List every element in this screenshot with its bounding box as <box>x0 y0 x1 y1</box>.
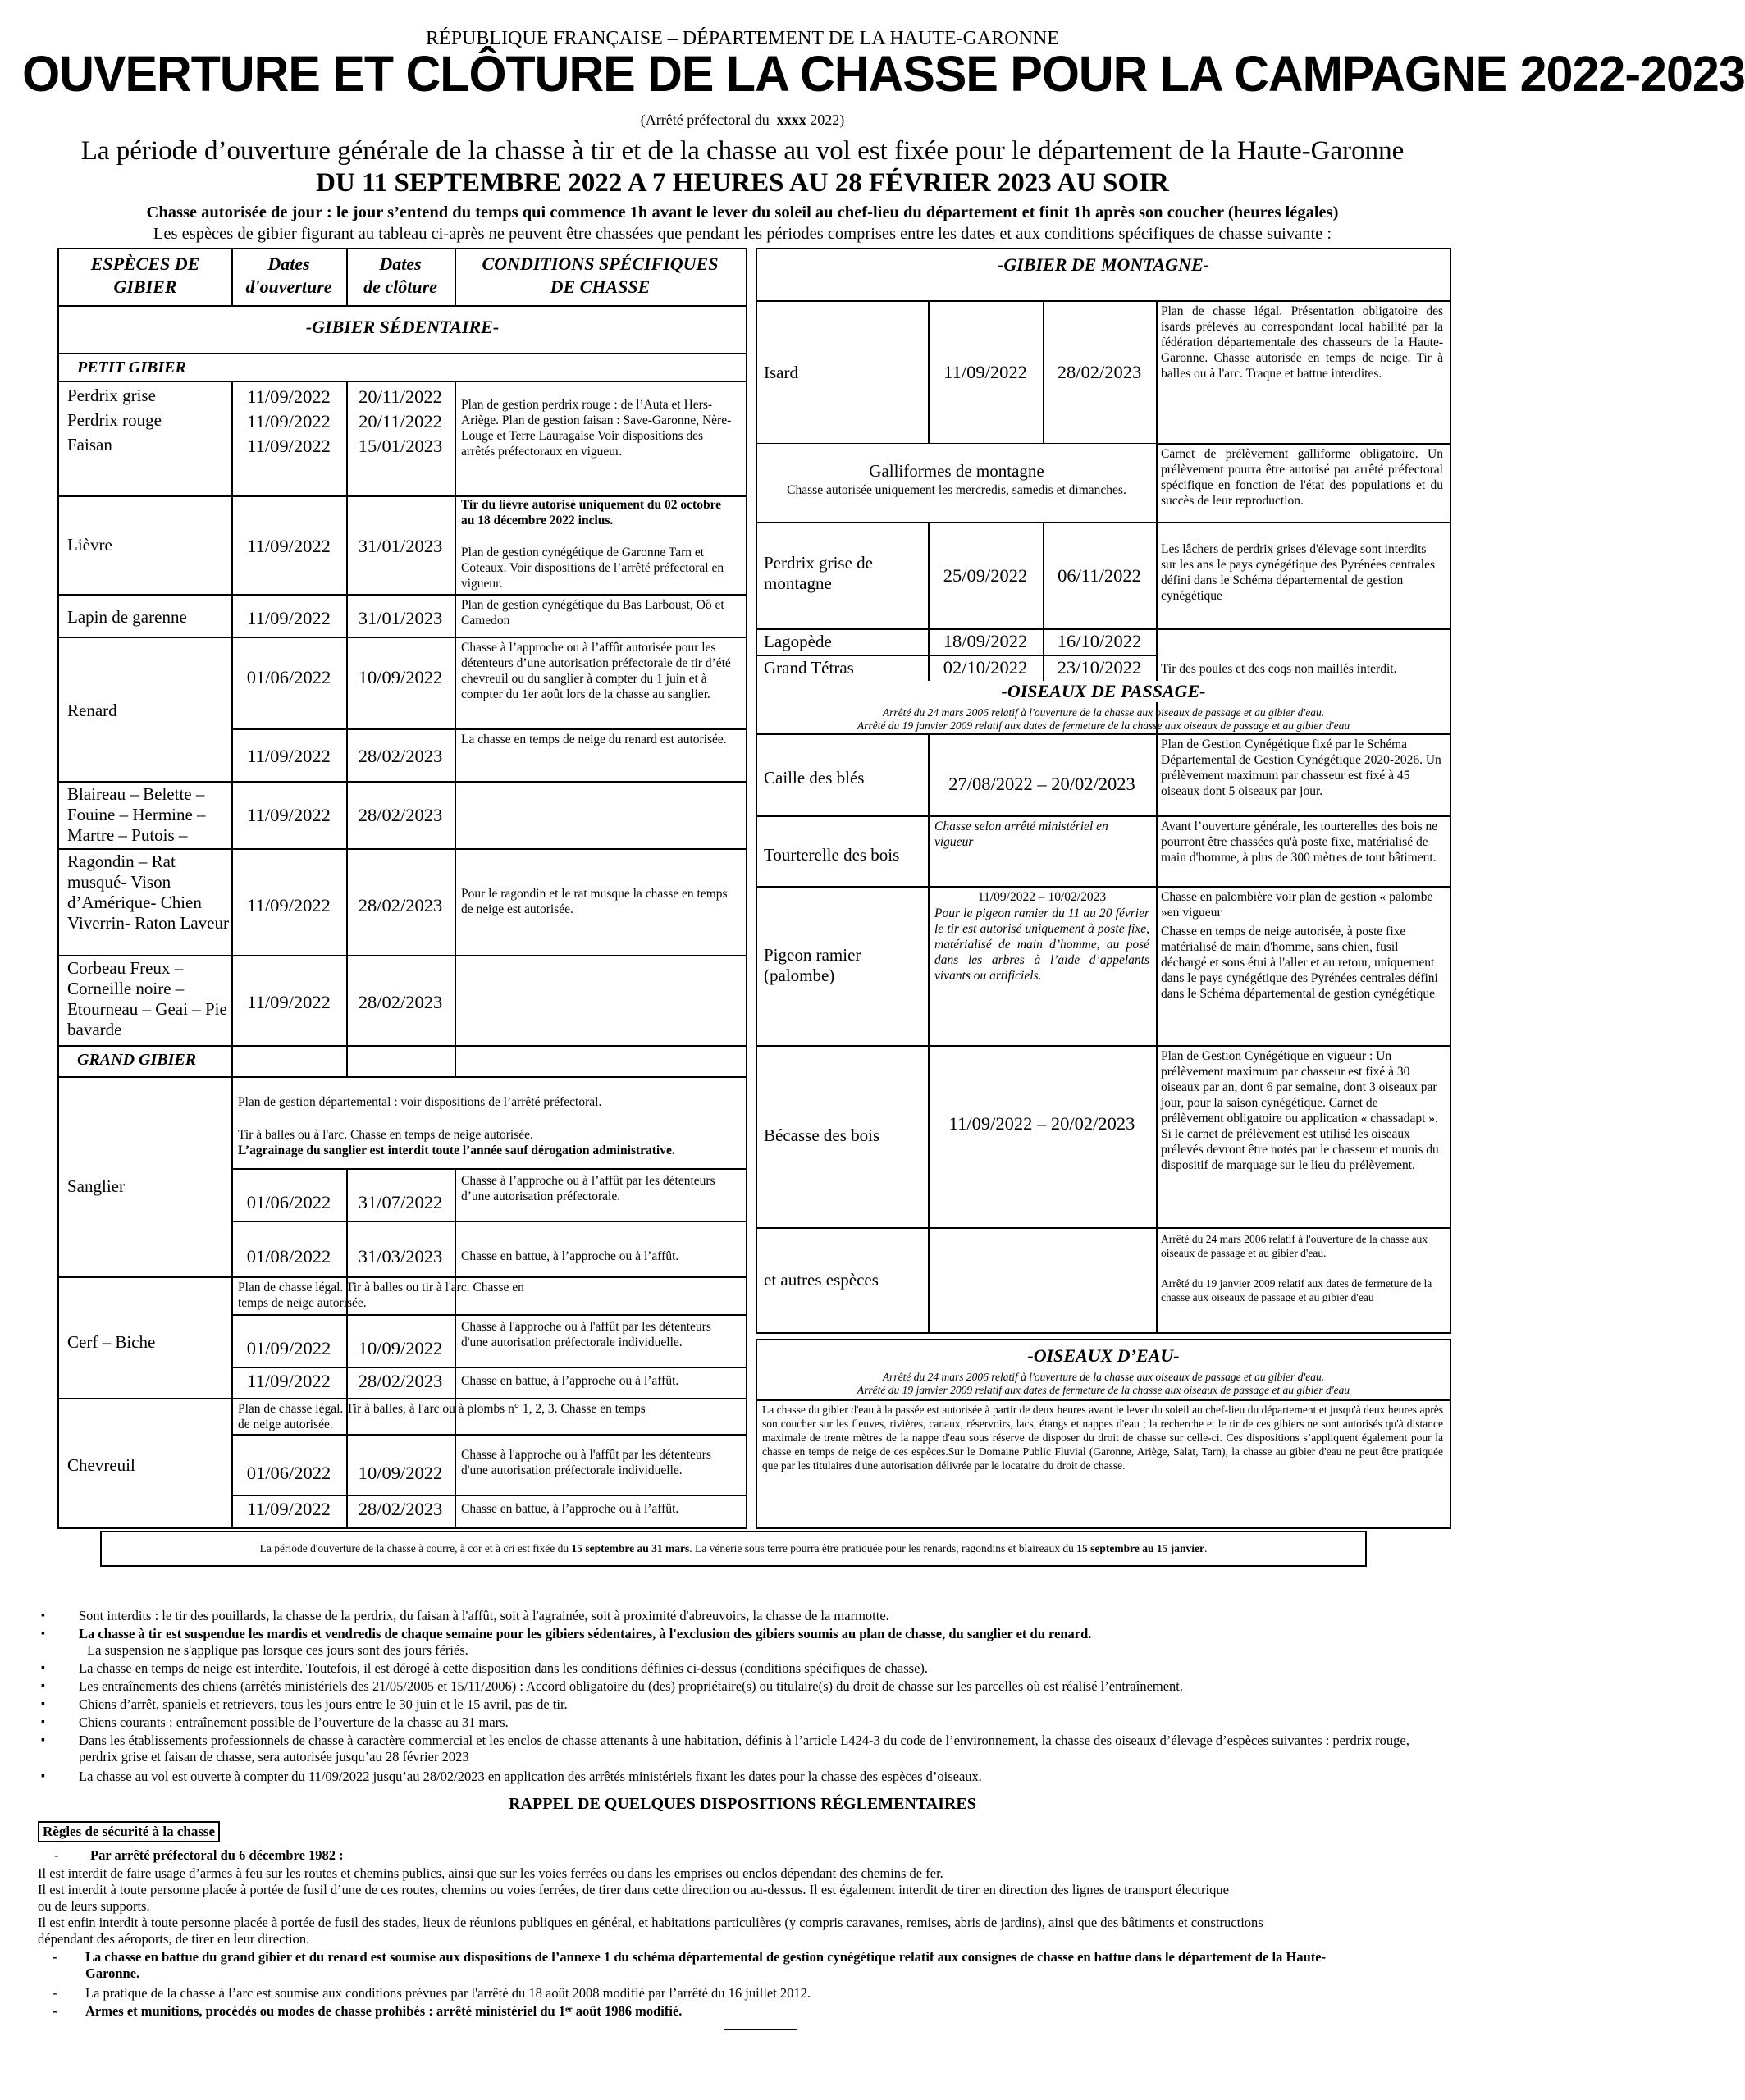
intro-dates: DU 11 SEPTEMBRE 2022 A 7 HEURES AU 28 FÉVRIER 2023 AU SOIR <box>316 168 1169 198</box>
pigeon-conditions-2: Chasse en temps de neige autorisée, à poste fixe matérialisé de main d'homme, sans chien, fusil déchargé et sous étui à l'aller et au retour, uniquement dans le pays cynégétique des Pyrénées centrales défini dans le Schéma départemental de gestion cynégétique <box>1161 924 1438 1001</box>
rappel-p6: - Armes et munitions, procédés ou modes de chasse prohibés : arrêté ministériel du 1ᵉʳ août 1986 modifié. <box>53 2003 683 2019</box>
caille-conditions: Plan de Gestion Cynégétique fixé par le Schéma Départemental de Gestion Cynégétique 2020-2026. Un prélèvement maximum par chasseur est fixé à 45 oiseaux dont 5 oiseaux par jour. <box>1161 737 1441 798</box>
lievre-conditions-bold: Tir du lièvre autorisé uniquement du 02 octobre au 18 décembre 2022 inclus. <box>461 498 722 527</box>
sanglier-conditions-2: Tir à balles ou à l'arc. Chasse en temps de neige autorisée. <box>238 1128 533 1142</box>
pigeon-dates: 11/09/2022 – 10/02/2023 <box>977 890 1107 904</box>
right-table-montagne <box>756 248 1451 1334</box>
date-open: 11/09/2022 <box>247 1371 331 1391</box>
cerf-conditions: Plan de chasse légal. Tir à balles ou tir à l'arc. Chasse en temps de neige autorisée. <box>238 1281 524 1310</box>
lapin-conditions: Plan de gestion cynégétique du Bas Larboust, Oô et Camedon <box>461 598 724 628</box>
species-faisan: Faisan <box>67 435 112 454</box>
date-close: 28/02/2023 <box>358 1371 443 1391</box>
ragondin-conditions: Pour le ragondin et le rat musque la chasse en temps de neige est autorisée. <box>461 887 728 916</box>
date-open: 11/09/2022 <box>247 746 331 766</box>
date-open: 01/09/2022 <box>246 1338 331 1358</box>
date-close: 20/11/2022 <box>359 386 442 407</box>
species-becasse: Bécasse des bois <box>764 1125 880 1145</box>
species-lapin: Lapin de garenne <box>67 607 187 627</box>
intro-daytime: Chasse autorisée de jour : le jour s’entend du temps qui commence 1h avant le lever du soleil au chef-lieu du département et finit 1h après son coucher (heures légales) <box>146 203 1339 221</box>
sanglier-conditions-period1: Chasse à l’approche ou à l’affût par les détenteurs d’une autorisation préfectorale. <box>461 1174 715 1203</box>
date-open: 25/09/2022 <box>943 565 1028 586</box>
caille-dates: 27/08/2022 – 20/02/2023 <box>948 774 1135 794</box>
species-ragondin: Ragondin – Rat musqué- Vison d’Amérique- Chien Viverrin- Raton Laveur <box>67 851 229 933</box>
species-galliformes: Galliformes de montagne <box>869 461 1044 481</box>
section-montagne: -GIBIER DE MONTAGNE- <box>998 254 1209 275</box>
species-corbeau: Corbeau Freux – Corneille noire – Etourneau – Geai – Pie bavarde <box>67 958 227 1039</box>
date-close: 31/01/2023 <box>358 608 443 628</box>
date-close: 31/03/2023 <box>358 1246 443 1267</box>
sanglier-conditions-period2: Chasse en battue, à l’approche ou à l’affût. <box>461 1249 679 1263</box>
chevreuil-conditions: Plan de chasse légal. Tir à balles, à l'arc ou à plombs n° 1, 2, 3. Chasse en temps de neige autorisée. <box>238 1402 646 1431</box>
autres-conditions-1: Arrêté du 24 mars 2006 relatif à l'ouverture de la chasse aux oiseaux de passage et au gibier d'eau. <box>1161 1233 1428 1259</box>
renard-conditions-2: La chasse en temps de neige du renard est autorisée. <box>461 733 727 746</box>
bullet-neige: ▪ La chasse en temps de neige est interdite. Toutefois, il est dérogé à cette disposition dans les conditions définies ci-dessus (conditions spécifiques de chasse). <box>79 1660 928 1677</box>
species-isard: Isard <box>764 363 798 382</box>
date-close: 10/09/2022 <box>358 667 443 687</box>
date-open: 11/09/2022 <box>943 362 1027 382</box>
pigeon-conditions-1: Chasse en palombière voir plan de gestion « palombe »en vigueur <box>1161 890 1433 920</box>
col-opening-header: Dates d'ouverture <box>245 253 332 297</box>
date-open: 02/10/2022 <box>943 657 1028 678</box>
arrete-reference: (Arrêté préfectoral du xxxx 2022) <box>640 112 845 128</box>
rappel-p0: - Par arrêté préfectoral du 6 décembre 1982 : <box>54 1847 344 1863</box>
date-close: 16/10/2022 <box>1057 631 1142 651</box>
eau-ref-2: Arrêté du 19 janvier 2009 relatif aux dates de fermeture de la chasse aux oiseaux de passage et au gibier d'eau <box>857 1384 1350 1396</box>
regles-securite-label: Règles de sécurité à la chasse <box>38 1821 220 1842</box>
date-close: 06/11/2022 <box>1058 565 1141 586</box>
date-close: 31/01/2023 <box>358 536 443 556</box>
date-close: 28/02/2023 <box>358 1499 443 1519</box>
rappel-p4b: Garonne. <box>85 1965 140 1981</box>
rappel-p2: Il est interdit à toute personne placée à portée de fusil d’une de ces routes, chemins ou voies ferrées, de tirer dans cette direction ou au-dessus. Il est également interdit de tirer en direction des lignes de transport électrique <box>38 1882 1229 1897</box>
page-title: OUVERTURE ET CLÔTURE DE LA CHASSE POUR LA CAMPAGNE 2022-2023 <box>22 46 1745 102</box>
species-lagopede: Lagopède <box>764 632 832 651</box>
sanglier-conditions-3: L’agrainage du sanglier est interdit toute l’année sauf dérogation administrative. <box>238 1144 675 1157</box>
date-close: 15/01/2023 <box>358 436 443 456</box>
bullet-interdits: ▪ Sont interdits : le tir des pouillards, la chasse de la perdrix, du faisan à l'affût, soit à l'agrainée, soit à proximité d'abreuvoirs, la chasse de la marmotte. <box>79 1608 889 1624</box>
tourterelle-conditions: Avant l’ouverture générale, les tourterelles des bois ne pourront être chassées qu'à poste fixe, matérialisé de main d'homme, à plus de 300 mètres de tout bâtiment. <box>1161 819 1438 865</box>
species-cerf: Cerf – Biche <box>67 1332 156 1352</box>
section-petit-gibier: PETIT GIBIER <box>77 358 186 377</box>
tourterelle-arrete: Chasse selon arrêté ministériel en vigueur <box>934 819 1108 849</box>
renard-conditions-1: Chasse à l’approche ou à l’affût autorisée pour les détenteurs d’une autorisation préfectorale de tir d’été chevreuil ou du sanglier à compter du 1 juin et à compter du 1er août lors de la chasse au sanglier. <box>461 641 731 701</box>
intro-period: La période d’ouverture générale de la chasse à tir et de la chasse au vol est fixée pour le département de la Haute-Garonne <box>80 136 1405 166</box>
bullet-chiens-arret: ▪ Chiens d’arrêt, spaniels et retrievers, tous les jours entre le 30 juin et le 15 avril, pas de tir. <box>79 1696 568 1713</box>
date-open: 11/09/2022 <box>247 1499 331 1519</box>
rappel-p3: Il est enfin interdit à toute personne placée à portée de fusil des stades, lieux de réunions publiques en général, et habitations particulières (y compris caravanes, remises, abris de jardins), ainsi que des bâtiments et constructions <box>38 1915 1263 1930</box>
bullet-chasse-vol: ▪ La chasse au vol est ouverte à compter du 11/09/2022 jusqu’au 28/02/2023 en application des arrêtés ministériels fixant les dates pour la chasse des espèces d’oiseaux. <box>79 1769 982 1785</box>
date-close: 28/02/2023 <box>358 992 443 1012</box>
date-open: 01/06/2022 <box>246 667 331 687</box>
becasse-dates: 11/09/2022 – 20/02/2023 <box>948 1113 1135 1134</box>
date-close: 28/02/2023 <box>358 895 443 915</box>
autres-conditions-2: Arrêté du 19 janvier 2009 relatif aux dates de fermeture de la chasse aux oiseaux de passage et au gibier d'eau <box>1161 1277 1432 1303</box>
species-perdrix-montagne: Perdrix grise de montagne <box>764 553 873 594</box>
date-open: 11/09/2022 <box>247 608 331 628</box>
rappel-p4: - La chasse en battue du grand gibier et du renard est soumise aux dispositions de l’annexe 1 du schéma départemental de gestion cynégétique relatif aux consignes de chasse en battue dans le département de la Haute- <box>53 1949 1327 1965</box>
sanglier-conditions-1: Plan de gestion départemental : voir dispositions de l’arrêté préfectoral. <box>238 1095 602 1109</box>
date-close: 23/10/2022 <box>1057 657 1142 678</box>
cerf-conditions-period1: Chasse à l'approche ou à l'affût par les détenteurs d'une autorisation préfectorale individuelle. <box>461 1320 711 1349</box>
isard-conditions: Plan de chasse légal. Présentation obligatoire des isards prélevés au correspondant local habilité par la fédération départementale des chasseurs de la Haute-Garonne. Chasse autorisée en temps de neige. Tir à balles ou à l'arc. Traque et battue interdites. <box>1161 304 1443 381</box>
bullet-entrainements: ▪ Les entraînements des chiens (arrêtés ministériels des 21/05/2005 et 15/11/2006) : Accord obligatoire du (des) propriétaire(s) ou titulaire(s) du droit de chasse sur les parcelles où est réalisé l’entraînement. <box>79 1678 1183 1695</box>
date-open: 01/06/2022 <box>246 1463 331 1483</box>
rappel-p2b: ou de leurs supports. <box>38 1898 150 1914</box>
col-species-header: ESPÈCES DE GIBIER <box>90 253 200 297</box>
date-close: 10/09/2022 <box>358 1338 443 1358</box>
date-open: 11/09/2022 <box>247 436 331 456</box>
date-open: 11/09/2022 <box>247 805 331 825</box>
rappel-title: RAPPEL DE QUELQUES DISPOSITIONS RÉGLEMENTAIRES <box>509 1795 976 1813</box>
section-eau: -OISEAUX D’EAU- <box>1027 1345 1180 1366</box>
perdrix-montagne-conditions: Les lâchers de perdrix grises d'élevage sont interdits sur les ans le pays cynégétique des Pyrénées centrales défini dans le Schéma départemental de gestion cynégétique <box>1161 542 1435 603</box>
date-open: 11/09/2022 <box>247 536 331 556</box>
date-open: 01/06/2022 <box>246 1192 331 1212</box>
date-close: 28/02/2023 <box>358 746 443 766</box>
galliformes-conditions: Carnet de prélèvement galliforme obligatoire. Un prélèvement pourra être autorisé par arrêté préfectoral spécifique en fonction de l'état des populations et du succès de leur reproduction. <box>1161 447 1443 508</box>
species-grand-tetras: Grand Tétras <box>764 658 854 678</box>
closing-rule <box>724 2029 797 2030</box>
pigeon-special-rule: Pour le pigeon ramier du 11 au 20 février le tir est autorisé uniquement à poste fixe, matérialisé de main d’homme, au posé dans les arbres à l’aide d’appelants vivants ou artificiels. <box>934 906 1149 983</box>
species-caille: Caille des blés <box>764 768 865 788</box>
species-perdrix-grise: Perdrix grise <box>67 386 156 405</box>
courre-box <box>100 1531 1367 1567</box>
date-close: 31/07/2022 <box>358 1192 443 1212</box>
tetras-conditions: Tir des poules et des coqs non maillés interdit. <box>1161 662 1397 676</box>
date-close: 28/02/2023 <box>1057 362 1142 382</box>
date-open: 11/09/2022 <box>247 992 331 1012</box>
bullet-chiens-courants: ▪ Chiens courants : entraînement possible de l’ouverture de la chasse au 31 mars. <box>79 1714 509 1731</box>
chevreuil-conditions-period2: Chasse en battue, à l’approche ou à l’affût. <box>461 1502 679 1516</box>
chevreuil-conditions-period1: Chasse à l'approche ou à l'affût par les détenteurs d'une autorisation préfectorale individuelle. <box>461 1448 711 1477</box>
section-sedentaire: -GIBIER SÉDENTAIRE- <box>305 317 500 337</box>
species-autres: et autres espèces <box>764 1270 879 1290</box>
republique-line: RÉPUBLIQUE FRANÇAISE – DÉPARTEMENT DE LA HAUTE-GARONNE <box>426 28 1059 49</box>
cerf-conditions-period2: Chasse en battue, à l’approche ou à l’affût. <box>461 1374 679 1388</box>
species-blaireau: Blaireau – Belette – Fouine – Hermine – Martre – Putois – <box>67 784 206 845</box>
species-chevreuil: Chevreuil <box>67 1455 135 1475</box>
section-passage: -OISEAUX DE PASSAGE- <box>757 681 1450 702</box>
species-lievre: Lièvre <box>67 535 112 555</box>
eau-conditions: La chasse du gibier d'eau à la passée est autorisée à partir de deux heures avant le lever du soleil au chef-lieu du département et jusqu'à deux heures après son coucher sur les fleuves, rivières, canaux, réservoirs, lacs, étangs et nappes d'eau ; la recherche et le tir de ces gibiers ne sont autorisés qu'à distance maximale de trente mètres de la nappe d'eau sous réserve de disposer du droit de chasse sur celle-ci. Ces dispositions s’appliquent également pour la chasse en temps de neige de ces espèces.Sur le Domaine Public Fluvial (Garonne, Ariège, Salat, Tarn), la chasse au gibier d'eau ne peut être pratiquée que par les titulaires d'une autorisation délivrée par le locataire du droit de chasse. <box>762 1404 1443 1472</box>
rappel-p1: Il est interdit de faire usage d’armes à feu sur les routes et chemins publics, ainsi que sur les voies ferrées ou dans les emprises ou enclos dépendant des chemins de fer. <box>38 1865 943 1881</box>
species-tourterelle: Tourterelle des bois <box>764 845 900 865</box>
species-perdrix-rouge: Perdrix rouge <box>67 410 162 430</box>
rappel-p5: - La pratique de la chasse à l’arc est soumise aux conditions prévues par l'arrêté du 18 août 2008 modifié par l’arrêté du 16 juillet 2012. <box>53 1985 811 2001</box>
species-sanglier: Sanglier <box>67 1176 125 1196</box>
date-open: 01/08/2022 <box>246 1246 331 1267</box>
intro-species: Les espèces de gibier figurant au tableau ci-après ne peuvent être chassées que pendant les périodes comprises entre les dates et aux conditions spécifiques de chasse suivante : <box>153 225 1332 243</box>
courre-text: La période d'ouverture de la chasse à courre, à cor et à cri est fixée du 15 septembre au 31 mars. La vénerie sous terre pourra être pratiquée pour les renards, ragondins et blaireaux du 15 septembre au 15 janvier. <box>259 1542 1208 1554</box>
col-closing-header: Dates de clôture <box>363 253 437 297</box>
date-open: 11/09/2022 <box>247 895 331 915</box>
passage-ref-2: Arrêté du 19 janvier 2009 relatif aux dates de fermeture de la chasse aux oiseaux de passage et au gibier d'eau <box>857 719 1350 732</box>
bullet-jours-feries: La suspension ne s'applique pas lorsque ces jours sont des jours fériés. <box>87 1642 468 1658</box>
species-pigeon: Pigeon ramier (palombe) <box>764 945 861 986</box>
galliformes-days: Chasse autorisée uniquement les mercredis, samedis et dimanches. <box>787 483 1126 497</box>
date-close: 10/09/2022 <box>358 1463 443 1483</box>
date-open: 11/09/2022 <box>247 411 331 431</box>
passage-ref-1: Arrêté du 24 mars 2006 relatif à l'ouverture de la chasse aux oiseaux de passage et au gibier d'eau. <box>882 706 1325 719</box>
date-open: 11/09/2022 <box>247 386 331 407</box>
rappel-p3b: dépendant des aéroports, de tirer en leur direction. <box>38 1931 310 1947</box>
bullet-suspension: ▪ La chasse à tir est suspendue les mardis et vendredis de chaque semaine pour les gibiers sédentaires, à l'exclusion des gibiers soumis au plan de chasse, du sanglier et du renard. <box>79 1626 1091 1642</box>
becasse-conditions: Plan de Gestion Cynégétique en vigueur : Un prélèvement maximum par chasseur est fixé à 30 oiseaux par an, dont 6 par semaine, dont 3 oiseaux par jour, pour la saison cynégétique. Carnet de prélèvement obligatoire ou application « chassadapt ». Si le carnet de prélèvement est utilisé les oiseaux prélevés devront être notés par le chasseur et munis du dispositif de marquage sur le lieu du prélèvement. <box>1161 1049 1439 1172</box>
right-table-eau <box>756 1339 1451 1529</box>
lievre-conditions: Plan de gestion cynégétique de Garonne Tarn et Coteaux. Voir dispositions de l’arrêté préfectoral en vigueur. <box>461 546 724 591</box>
perdrix-conditions: Plan de gestion perdrix rouge : de l’Auta et Hers-Ariège. Plan de gestion faisan : Save-Garonne, Nère-Louge et Terre Lauragaise Voir dispositions des arrêtés préfectoraux en vigueur. <box>461 398 732 459</box>
date-close: 28/02/2023 <box>358 805 443 825</box>
col-conditions-header: CONDITIONS SPÉCIFIQUES DE CHASSE <box>482 253 719 297</box>
bullet-etablissements: ▪ Dans les établissements professionnels de chasse à caractère commercial et les enclos de chasse attenants à une habitation, définis à l’article L424-3 du code de l’environnement, la chasse des oiseaux d’élevage d’espèces suivantes : perdrix rouge, perdrix grise et faisan de chasse, sera autorisée jusqu’au 28 février 2023 <box>79 1732 1432 1765</box>
left-table <box>57 248 747 1529</box>
date-open: 18/09/2022 <box>943 631 1028 651</box>
date-close: 20/11/2022 <box>359 411 442 431</box>
species-renard: Renard <box>67 701 117 720</box>
section-grand-gibier: GRAND GIBIER <box>77 1051 197 1069</box>
eau-ref-1: Arrêté du 24 mars 2006 relatif à l'ouverture de la chasse aux oiseaux de passage et au gibier d'eau. <box>882 1371 1325 1383</box>
